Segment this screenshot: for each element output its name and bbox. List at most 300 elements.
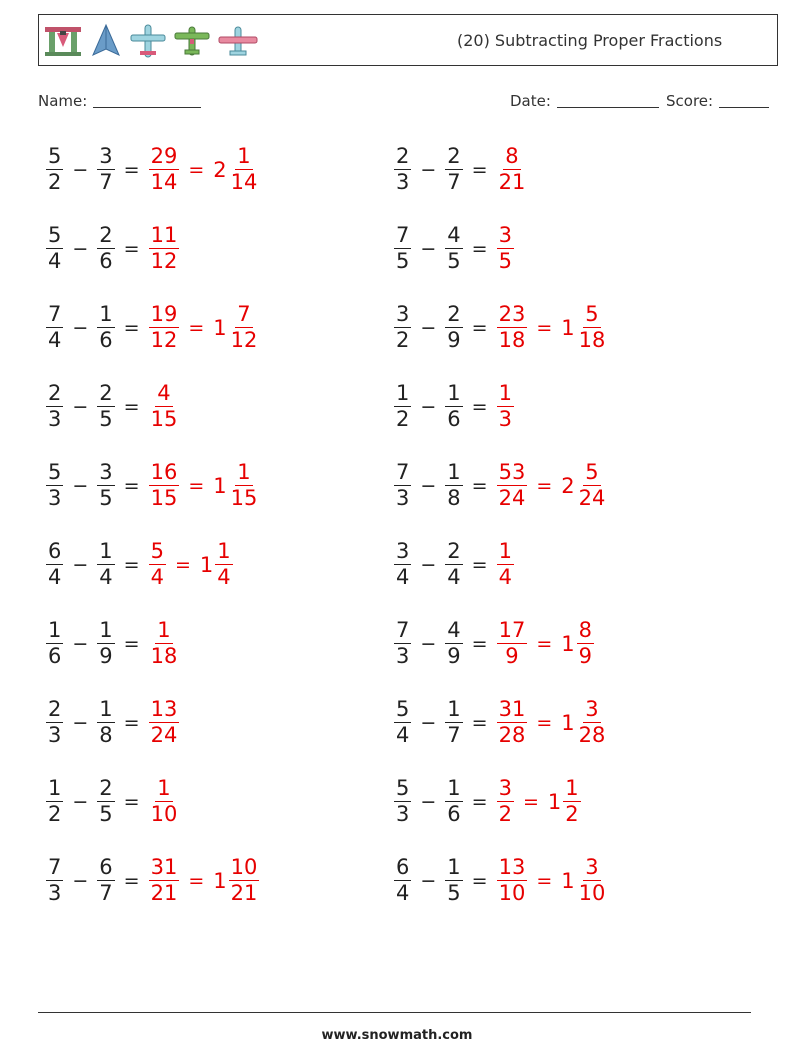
equals-sign: = — [174, 553, 191, 576]
mixed-whole: 1 — [547, 789, 562, 814]
denominator: 12 — [150, 328, 178, 353]
mixed-fraction — [229, 460, 260, 511]
problem-item — [44, 776, 181, 827]
numerator: 53 — [497, 460, 528, 486]
denominator: 18 — [578, 328, 606, 353]
numerator: 1 — [97, 697, 114, 723]
denominator: 9 — [447, 644, 461, 669]
equals-sign: = — [188, 869, 205, 892]
numerator: 3 — [497, 776, 514, 802]
numerator: 5 — [583, 302, 600, 328]
numerator: 7 — [46, 855, 63, 881]
denominator: 9 — [447, 328, 461, 353]
numerator: 1 — [445, 855, 462, 881]
numerator: 1 — [445, 460, 462, 486]
numerator: 2 — [97, 381, 114, 407]
second-fraction — [445, 697, 462, 748]
minus-sign: − — [72, 711, 89, 734]
second-fraction — [445, 539, 462, 590]
equals-sign: = — [536, 474, 553, 497]
denominator: 5 — [447, 249, 461, 274]
minus-sign: − — [72, 158, 89, 181]
numerator: 6 — [97, 855, 114, 881]
denominator: 3 — [396, 486, 410, 511]
score-blank[interactable] — [719, 93, 769, 108]
numerator: 4 — [445, 618, 462, 644]
numerator: 2 — [97, 223, 114, 249]
first-fraction — [394, 539, 411, 590]
numerator: 2 — [445, 539, 462, 565]
numerator: 3 — [97, 144, 114, 170]
equals-sign: = — [471, 632, 488, 655]
second-fraction — [97, 381, 114, 432]
problem-item — [44, 618, 181, 669]
problem-item — [392, 144, 529, 195]
second-fraction — [445, 144, 462, 195]
first-fraction — [394, 776, 411, 827]
worksheet-header — [38, 14, 778, 66]
numerator: 1 — [46, 618, 63, 644]
minus-sign: − — [420, 869, 437, 892]
answer-fraction — [149, 539, 166, 590]
denominator: 4 — [396, 723, 410, 748]
numerator: 1 — [46, 776, 63, 802]
numerator: 1 — [445, 776, 462, 802]
numerator: 2 — [46, 697, 63, 723]
score-label: Score: — [666, 92, 714, 110]
numerator: 3 — [97, 460, 114, 486]
answer-fraction — [497, 539, 514, 590]
second-fraction — [97, 223, 114, 274]
numerator: 1 — [235, 460, 252, 486]
numerator: 10 — [229, 855, 260, 881]
minus-sign: − — [420, 316, 437, 339]
numerator: 6 — [46, 539, 63, 565]
denominator: 24 — [150, 723, 178, 748]
minus-sign: − — [72, 474, 89, 497]
numerator: 1 — [97, 302, 114, 328]
answer-fraction — [149, 697, 180, 748]
denominator: 6 — [99, 328, 113, 353]
second-fraction — [97, 460, 114, 511]
numerator: 1 — [97, 618, 114, 644]
second-fraction — [445, 776, 462, 827]
mixed-whole: 1 — [561, 631, 575, 656]
mixed-fraction — [577, 302, 608, 353]
answer-fraction — [497, 144, 528, 195]
numerator: 1 — [155, 618, 172, 644]
numerator: 5 — [149, 539, 166, 565]
denominator: 5 — [447, 881, 461, 906]
denominator: 3 — [48, 407, 62, 432]
first-fraction — [394, 697, 411, 748]
equals-sign: = — [123, 395, 140, 418]
denominator: 7 — [99, 881, 113, 906]
denominator: 4 — [217, 565, 231, 590]
minus-sign: − — [420, 553, 437, 576]
mixed-whole: 2 — [561, 473, 575, 498]
numerator: 3 — [583, 855, 600, 881]
score-field — [666, 92, 769, 110]
denominator: 14 — [230, 170, 258, 195]
first-fraction — [46, 697, 63, 748]
problem-item — [392, 223, 516, 274]
first-fraction — [394, 855, 411, 906]
denominator: 9 — [578, 644, 592, 669]
second-fraction — [445, 223, 462, 274]
numerator: 1 — [97, 539, 114, 565]
green-airplane-icon — [173, 23, 211, 59]
minus-sign: − — [72, 790, 89, 813]
first-fraction — [394, 381, 411, 432]
denominator: 3 — [48, 723, 62, 748]
numerator: 8 — [503, 144, 520, 170]
denominator: 10 — [578, 881, 606, 906]
numerator: 1 — [394, 381, 411, 407]
equals-sign: = — [471, 553, 488, 576]
problem-item — [44, 855, 261, 906]
minus-sign: − — [420, 395, 437, 418]
equals-sign: = — [123, 237, 140, 260]
denominator: 15 — [150, 407, 178, 432]
denominator: 3 — [396, 802, 410, 827]
numerator: 16 — [149, 460, 180, 486]
problem-item — [392, 697, 609, 748]
equals-sign: = — [471, 395, 488, 418]
numerator: 23 — [497, 302, 528, 328]
answer-fraction — [497, 381, 514, 432]
numerator: 3 — [394, 302, 411, 328]
minus-sign: − — [420, 790, 437, 813]
problem-item — [392, 855, 609, 906]
denominator: 8 — [99, 723, 113, 748]
numerator: 2 — [46, 381, 63, 407]
first-fraction — [394, 144, 411, 195]
answer-fraction — [149, 618, 180, 669]
denominator: 2 — [396, 407, 410, 432]
mixed-whole: 1 — [561, 315, 575, 340]
denominator: 3 — [498, 407, 512, 432]
second-fraction — [445, 460, 462, 511]
name-field — [38, 92, 201, 110]
second-fraction — [97, 776, 114, 827]
numerator: 7 — [394, 460, 411, 486]
answer-fraction — [149, 302, 180, 353]
answer-fraction — [149, 855, 180, 906]
first-fraction — [394, 618, 411, 669]
denominator: 3 — [48, 486, 62, 511]
numerator: 2 — [445, 144, 462, 170]
numerator: 1 — [235, 144, 252, 170]
denominator: 18 — [150, 644, 178, 669]
numerator: 1 — [445, 381, 462, 407]
problem-item — [44, 460, 261, 511]
problem-item — [392, 539, 516, 590]
denominator: 5 — [99, 486, 113, 511]
first-fraction — [46, 855, 63, 906]
numerator: 13 — [149, 697, 180, 723]
denominator: 5 — [498, 249, 512, 274]
date-blank[interactable] — [557, 93, 659, 108]
second-fraction — [97, 855, 114, 906]
problem-item — [44, 223, 181, 274]
numerator: 5 — [46, 223, 63, 249]
denominator: 9 — [505, 644, 519, 669]
problem-item — [392, 618, 596, 669]
first-fraction — [46, 460, 63, 511]
answer-fraction — [497, 776, 514, 827]
answer-fraction — [497, 855, 528, 906]
numerator: 7 — [46, 302, 63, 328]
numerator: 1 — [563, 776, 580, 802]
mixed-whole: 2 — [213, 157, 227, 182]
equals-sign: = — [123, 632, 140, 655]
denominator: 6 — [48, 644, 62, 669]
denominator: 2 — [565, 802, 579, 827]
gate-plane-icon — [43, 23, 83, 59]
denominator: 7 — [447, 723, 461, 748]
problem-item — [44, 539, 235, 590]
minus-sign: − — [72, 632, 89, 655]
first-fraction — [46, 618, 63, 669]
denominator: 18 — [498, 328, 526, 353]
numerator: 4 — [445, 223, 462, 249]
equals-sign: = — [123, 474, 140, 497]
first-fraction — [46, 539, 63, 590]
denominator: 15 — [150, 486, 178, 511]
numerator: 31 — [497, 697, 528, 723]
numerator: 5 — [394, 697, 411, 723]
first-fraction — [46, 776, 63, 827]
equals-sign: = — [471, 711, 488, 734]
denominator: 21 — [150, 881, 178, 906]
second-fraction — [97, 302, 114, 353]
denominator: 28 — [578, 723, 606, 748]
numerator: 3 — [583, 697, 600, 723]
minus-sign: − — [72, 553, 89, 576]
denominator: 28 — [498, 723, 526, 748]
denominator: 6 — [99, 249, 113, 274]
denominator: 6 — [447, 802, 461, 827]
mixed-fraction — [577, 697, 608, 748]
numerator: 31 — [149, 855, 180, 881]
numerator: 1 — [155, 776, 172, 802]
header-icons — [43, 23, 259, 59]
numerator: 2 — [394, 144, 411, 170]
denominator: 3 — [396, 644, 410, 669]
blue-airplane-icon — [129, 23, 167, 59]
name-blank[interactable] — [93, 93, 201, 108]
first-fraction — [46, 381, 63, 432]
denominator: 7 — [447, 170, 461, 195]
second-fraction — [97, 618, 114, 669]
denominator: 10 — [498, 881, 526, 906]
second-fraction — [97, 144, 114, 195]
first-fraction — [46, 302, 63, 353]
minus-sign: − — [72, 237, 89, 260]
mixed-fraction — [215, 539, 232, 590]
footer-url: www.snowmath.com — [321, 1028, 473, 1043]
answer-fraction — [497, 302, 528, 353]
answer-fraction — [149, 460, 180, 511]
equals-sign: = — [536, 316, 553, 339]
mixed-whole: 1 — [213, 868, 227, 893]
mixed-whole: 1 — [213, 473, 227, 498]
mixed-fraction — [229, 144, 260, 195]
equals-sign: = — [188, 474, 205, 497]
denominator: 4 — [48, 328, 62, 353]
mixed-fraction — [577, 460, 608, 511]
minus-sign: − — [420, 632, 437, 655]
numerator: 8 — [577, 618, 594, 644]
equals-sign: = — [123, 790, 140, 813]
mixed-whole: 1 — [561, 868, 575, 893]
problem-item — [44, 697, 181, 748]
denominator: 4 — [498, 565, 512, 590]
numerator: 7 — [394, 618, 411, 644]
second-fraction — [445, 302, 462, 353]
numerator: 7 — [235, 302, 252, 328]
equals-sign: = — [123, 553, 140, 576]
numerator: 7 — [394, 223, 411, 249]
mixed-fraction — [229, 302, 260, 353]
denominator: 4 — [150, 565, 164, 590]
first-fraction — [46, 223, 63, 274]
equals-sign: = — [536, 869, 553, 892]
numerator: 4 — [155, 381, 172, 407]
problem-item — [392, 776, 583, 827]
denominator: 4 — [396, 881, 410, 906]
equals-sign: = — [536, 632, 553, 655]
equals-sign: = — [471, 474, 488, 497]
denominator: 24 — [498, 486, 526, 511]
equals-sign: = — [188, 158, 205, 181]
first-fraction — [46, 144, 63, 195]
second-fraction — [445, 381, 462, 432]
problem-item — [44, 381, 181, 432]
answer-fraction — [497, 618, 528, 669]
denominator: 12 — [150, 249, 178, 274]
numerator: 2 — [97, 776, 114, 802]
numerator: 1 — [497, 539, 514, 565]
mixed-fraction — [577, 855, 608, 906]
denominator: 24 — [578, 486, 606, 511]
denominator: 8 — [447, 486, 461, 511]
numerator: 29 — [149, 144, 180, 170]
minus-sign: − — [420, 158, 437, 181]
mixed-fraction — [577, 618, 594, 669]
denominator: 3 — [396, 170, 410, 195]
answer-fraction — [149, 223, 180, 274]
minus-sign: − — [420, 711, 437, 734]
denominator: 12 — [230, 328, 258, 353]
numerator: 1 — [445, 697, 462, 723]
problem-item — [392, 460, 609, 511]
mixed-fraction — [563, 776, 580, 827]
minus-sign: − — [72, 395, 89, 418]
denominator: 21 — [230, 881, 258, 906]
denominator: 2 — [48, 802, 62, 827]
denominator: 2 — [48, 170, 62, 195]
numerator: 19 — [149, 302, 180, 328]
numerator: 1 — [497, 381, 514, 407]
minus-sign: − — [420, 237, 437, 260]
equals-sign: = — [123, 711, 140, 734]
equals-sign: = — [123, 316, 140, 339]
equals-sign: = — [471, 158, 488, 181]
date-label: Date: — [510, 92, 551, 110]
first-fraction — [394, 460, 411, 511]
mixed-whole: 1 — [213, 315, 227, 340]
denominator: 3 — [48, 881, 62, 906]
denominator: 15 — [230, 486, 258, 511]
problem-item — [44, 144, 261, 195]
answer-fraction — [149, 144, 180, 195]
numerator: 3 — [497, 223, 514, 249]
denominator: 4 — [447, 565, 461, 590]
mixed-whole: 1 — [561, 710, 575, 735]
denominator: 7 — [99, 170, 113, 195]
answer-fraction — [149, 381, 180, 432]
denominator: 5 — [99, 407, 113, 432]
second-fraction — [97, 539, 114, 590]
numerator: 1 — [215, 539, 232, 565]
equals-sign: = — [536, 711, 553, 734]
date-field — [510, 92, 659, 110]
name-label: Name: — [38, 92, 88, 110]
minus-sign: − — [420, 474, 437, 497]
answer-fraction — [149, 776, 180, 827]
equals-sign: = — [188, 316, 205, 339]
numerator: 3 — [394, 539, 411, 565]
numerator: 5 — [46, 460, 63, 486]
numerator: 11 — [149, 223, 180, 249]
second-fraction — [445, 618, 462, 669]
problem-item — [392, 381, 516, 432]
equals-sign: = — [471, 237, 488, 260]
equals-sign: = — [522, 790, 539, 813]
equals-sign: = — [123, 869, 140, 892]
problem-item — [44, 302, 261, 353]
denominator: 5 — [396, 249, 410, 274]
numerator: 5 — [583, 460, 600, 486]
denominator: 4 — [48, 249, 62, 274]
denominator: 2 — [498, 802, 512, 827]
numerator: 17 — [497, 618, 528, 644]
equals-sign: = — [471, 316, 488, 339]
denominator: 5 — [99, 802, 113, 827]
denominator: 2 — [396, 328, 410, 353]
denominator: 4 — [396, 565, 410, 590]
first-fraction — [394, 302, 411, 353]
pink-airplane-icon — [217, 23, 259, 59]
numerator: 6 — [394, 855, 411, 881]
answer-fraction — [497, 460, 528, 511]
minus-sign: − — [72, 316, 89, 339]
problem-item — [392, 302, 609, 353]
answer-fraction — [497, 223, 514, 274]
minus-sign: − — [72, 869, 89, 892]
jet-plane-icon — [89, 23, 123, 59]
equals-sign: = — [471, 790, 488, 813]
numerator: 5 — [46, 144, 63, 170]
footer-divider — [38, 1012, 751, 1013]
equals-sign: = — [471, 869, 488, 892]
denominator: 4 — [99, 565, 113, 590]
numerator: 2 — [445, 302, 462, 328]
worksheet-title: (20) Subtracting Proper Fractions — [457, 31, 723, 50]
numerator: 13 — [497, 855, 528, 881]
